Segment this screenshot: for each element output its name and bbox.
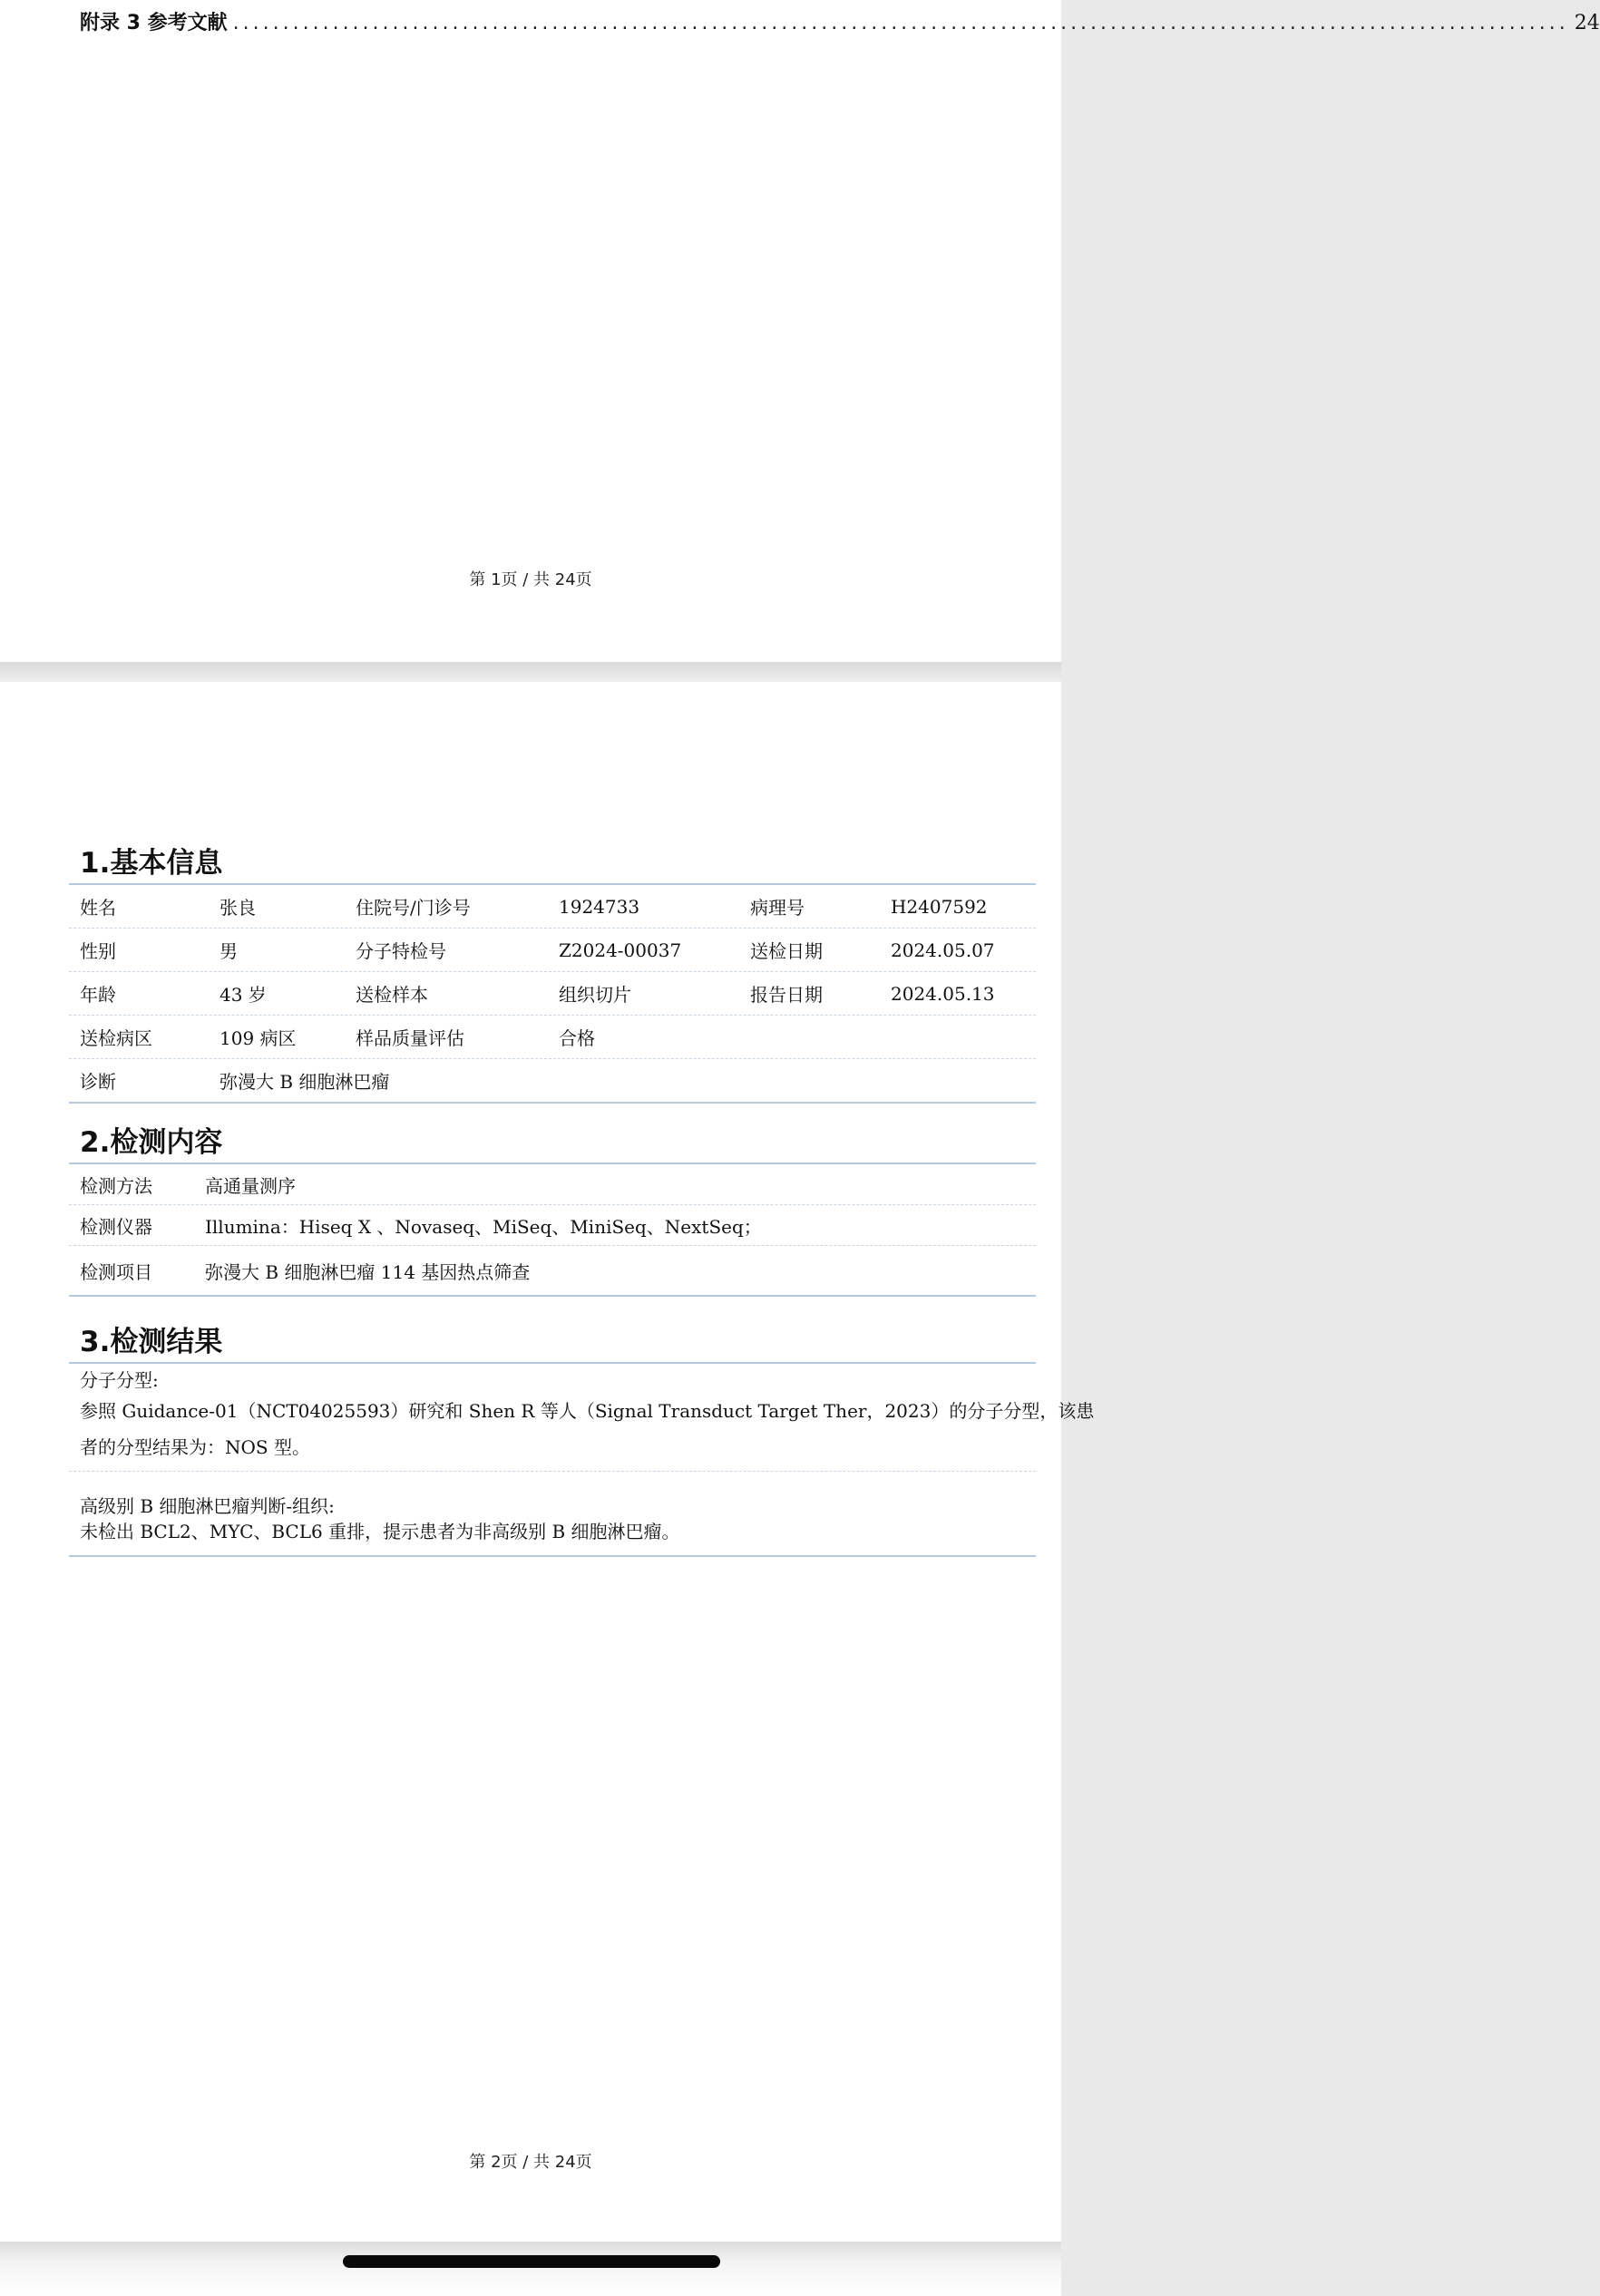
label-instrument: 检测仪器	[80, 1215, 152, 1238]
table-row	[69, 1245, 1036, 1295]
section-basic-info-title: 1.基本信息	[80, 847, 223, 880]
label-test-item: 检测项目	[80, 1260, 152, 1283]
page-separator	[0, 662, 1061, 682]
molecular-heading: 分子分型:	[80, 1369, 159, 1391]
label-sample: 送检样本	[356, 984, 428, 1006]
section-test-content-title: 2.检测内容	[80, 1126, 223, 1159]
table-row	[69, 1204, 1036, 1245]
value-diagnosis: 弥漫大 B 细胞淋巴瘤	[220, 1071, 390, 1093]
value-report-date: 2024.05.13	[891, 982, 995, 1005]
high-grade-judgement	[69, 1471, 1036, 1555]
label-submit-date: 送检日期	[750, 940, 823, 962]
toc-entry-page: 24	[1574, 12, 1600, 34]
value-test-item: 弥漫大 B 细胞淋巴瘤 114 基因热点筛查	[205, 1260, 531, 1283]
value-age: 43 岁	[220, 984, 267, 1006]
home-indicator[interactable]	[343, 2255, 720, 2268]
document-page-2	[0, 682, 1095, 2242]
basic-info-table	[69, 883, 1036, 1104]
label-ward: 送检病区	[80, 1027, 152, 1049]
value-instrument: Illumina：Hiseq X 、Novaseq、MiSeq、MiniSeq、NextSeq；	[205, 1215, 762, 1238]
page-footer: 第 1页 / 共 24页	[469, 570, 592, 589]
table-row	[69, 971, 1036, 1015]
table-row	[69, 928, 1036, 971]
label-admission-no: 住院号/门诊号	[356, 897, 471, 919]
value-sample: 组织切片	[559, 984, 631, 1006]
test-content-table	[69, 1163, 1036, 1297]
value-admission-no: 1924733	[559, 895, 640, 918]
label-quality: 样品质量评估	[356, 1027, 464, 1049]
value-molecular-id: Z2024-00037	[559, 939, 682, 961]
page-footer: 第 2页 / 共 24页	[469, 2153, 592, 2172]
label-name: 姓名	[80, 897, 116, 919]
value-name: 张良	[220, 897, 256, 919]
table-row	[69, 1015, 1036, 1058]
section-results-title: 3.检测结果	[80, 1326, 223, 1358]
toc-entry-title: 附录 3 参考文献	[80, 12, 228, 34]
label-age: 年龄	[80, 984, 116, 1006]
toc-entry-references[interactable]	[80, 7, 1600, 36]
value-pathology-no: H2407592	[891, 895, 988, 918]
page-separator	[0, 2242, 1061, 2296]
document-page-1	[0, 0, 1600, 662]
molecular-text-line1: 参照 Guidance-01（NCT04025593）研究和 Shen R 等人（Signal Transduct Target Ther，2023）的分子分型，该患	[80, 1400, 1095, 1422]
molecular-typing	[69, 1364, 1095, 1471]
toc-leader-dots: ......................................................................................................................................	[232, 12, 1569, 34]
results-block	[69, 1362, 1095, 1557]
label-report-date: 报告日期	[750, 984, 823, 1006]
table-row	[69, 885, 1036, 928]
label-method: 检测方法	[80, 1174, 152, 1197]
high-grade-text: 未检出 BCL2、MYC、BCL6 重排，提示患者为非高级别 B 细胞淋巴瘤。	[80, 1521, 680, 1542]
label-pathology-no: 病理号	[750, 897, 805, 919]
label-sex: 性别	[80, 940, 116, 962]
value-method: 高通量测序	[205, 1174, 296, 1197]
high-grade-heading: 高级别 B 细胞淋巴瘤判断-组织:	[80, 1495, 335, 1517]
table-row	[69, 1058, 1036, 1102]
value-sex: 男	[220, 940, 238, 962]
label-molecular-id: 分子特检号	[356, 940, 446, 962]
value-ward: 109 病区	[220, 1027, 297, 1049]
value-quality: 合格	[559, 1027, 595, 1049]
label-diagnosis: 诊断	[80, 1071, 116, 1093]
table-row	[69, 1164, 1036, 1204]
value-submit-date: 2024.05.07	[891, 939, 995, 961]
molecular-text-line2: 者的分型结果为：NOS 型。	[80, 1436, 310, 1458]
